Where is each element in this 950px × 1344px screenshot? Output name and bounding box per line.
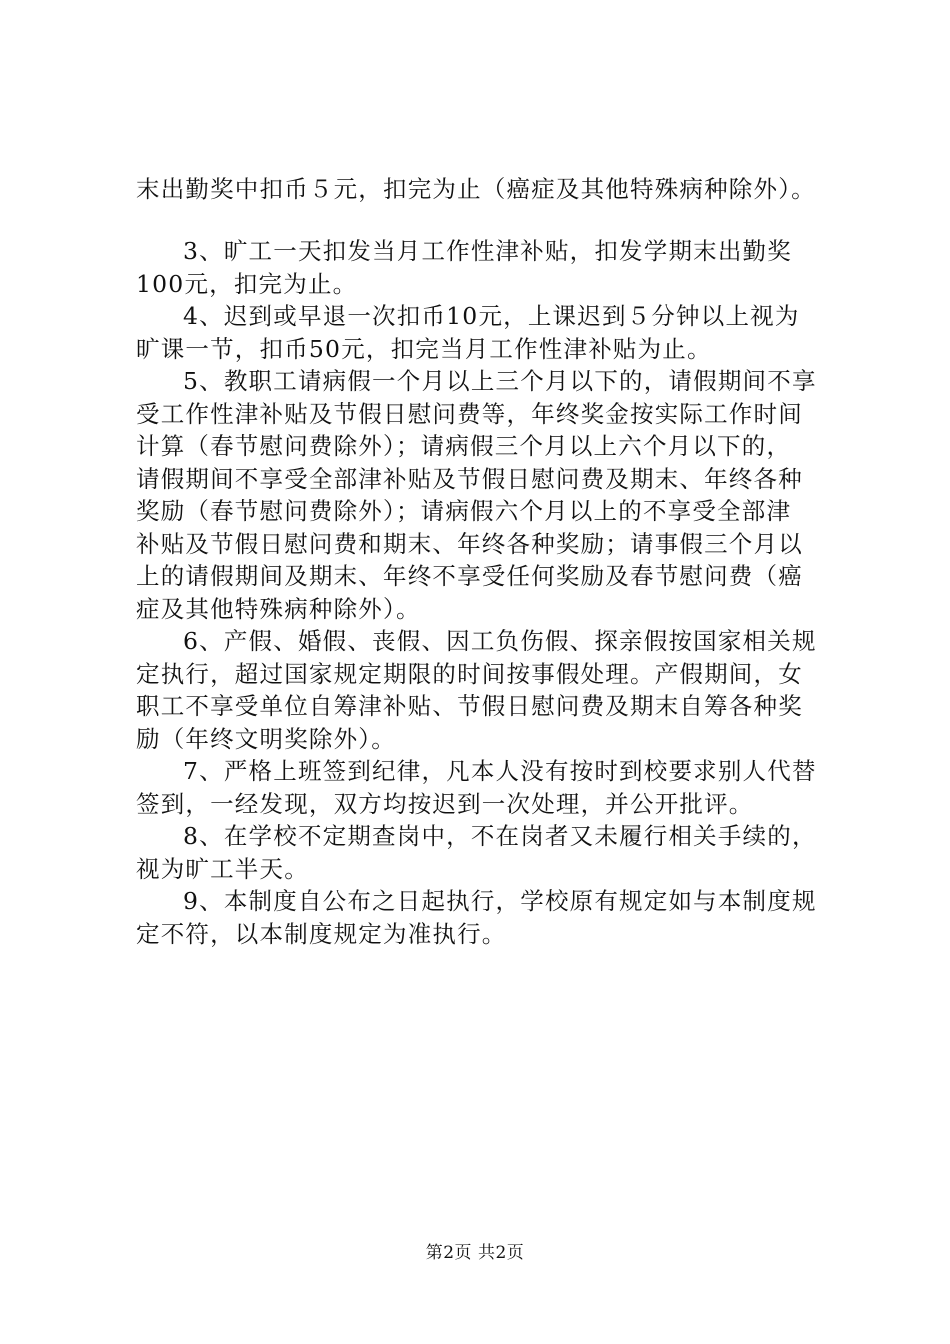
page-footer <box>0 1242 950 1264</box>
paragraph-4-line-1: 4、迟到或早退一次扣币10元，上课迟到５分钟以上视为 <box>183 302 800 330</box>
paragraph-6-line-1: 6、产假、婚假、丧假、因工负伤假、探亲假按国家相关规 <box>183 627 817 655</box>
paragraph-8-line-1: 8、在学校不定期查岗中，不在岗者又未履行相关手续的， <box>183 822 817 850</box>
paragraph-7-line-1: 7、严格上班签到纪律，凡本人没有按时到校要求别人代替 <box>183 757 817 785</box>
paragraph-9 <box>136 885 832 950</box>
paragraph-6-line-4: 励（年终文明奖除外）。 <box>136 724 396 753</box>
document-lead-line <box>136 173 832 206</box>
paragraph-4 <box>136 300 832 365</box>
paragraph-5-line-3: 计算（春节慰问费除外）；请病假三个月以上六个月以下的， <box>136 432 792 460</box>
paragraph-5-line-8: 症及其他特殊病种除外）。 <box>136 594 421 623</box>
paragraph-6-line-3: 职工不享受单位自筹津补贴、节假日慰问费及期末自筹各种奖 <box>136 692 803 720</box>
paragraph-9-line-2: 定不符，以本制度规定为准执行。 <box>136 919 507 948</box>
paragraph-7 <box>136 755 832 820</box>
paragraph-5 <box>136 365 832 625</box>
paragraph-3-line-1: 3、旷工一天扣发当月工作性津补贴，扣发学期末出勤奖 <box>183 237 792 265</box>
paragraph-6 <box>136 625 832 755</box>
paragraph-5-line-2: 受工作性津补贴及节假日慰问费等，年终奖金按实际工作时间 <box>136 399 803 428</box>
paragraph-3-line-2: 100元，扣完为止。 <box>136 269 358 298</box>
paragraph-5-line-7: 上的请假期间及期末、年终不享受任何奖励及春节慰问费（癌 <box>136 562 803 590</box>
paragraph-9-line-1: 9、本制度自公布之日起执行，学校原有规定如与本制度规 <box>183 887 817 915</box>
document-body <box>136 235 832 950</box>
lead-line-text: 末出勤奖中扣币５元，扣完为止（癌症及其他特殊病种除外）。 <box>136 175 816 203</box>
paragraph-5-line-5: 奖励（春节慰问费除外）；请病假六个月以上的不享受全部津 <box>136 497 792 525</box>
paragraph-8-line-2: 视为旷工半天。 <box>136 854 309 883</box>
paragraph-5-line-6: 补贴及节假日慰问费和期末、年终各种奖励；请事假三个月以 <box>136 529 803 558</box>
paragraph-5-line-4: 请假期间不享受全部津补贴及节假日慰问费及期末、年终各种 <box>136 464 803 493</box>
paragraph-3 <box>136 235 832 300</box>
paragraph-4-line-2: 旷课一节，扣币50元，扣完当月工作性津补贴为止。 <box>136 334 712 363</box>
paragraph-6-line-2: 定执行，超过国家规定期限的时间按事假处理。产假期间，女 <box>136 659 803 688</box>
paragraph-8 <box>136 820 832 885</box>
paragraph-7-line-2: 签到，一经发现，双方均按迟到一次处理，并公开批评。 <box>136 789 754 818</box>
page-number-label: 第2页 共2页 <box>425 1243 525 1263</box>
paragraph-5-line-1: 5、教职工请病假一个月以上三个月以下的，请假期间不享 <box>183 367 817 395</box>
